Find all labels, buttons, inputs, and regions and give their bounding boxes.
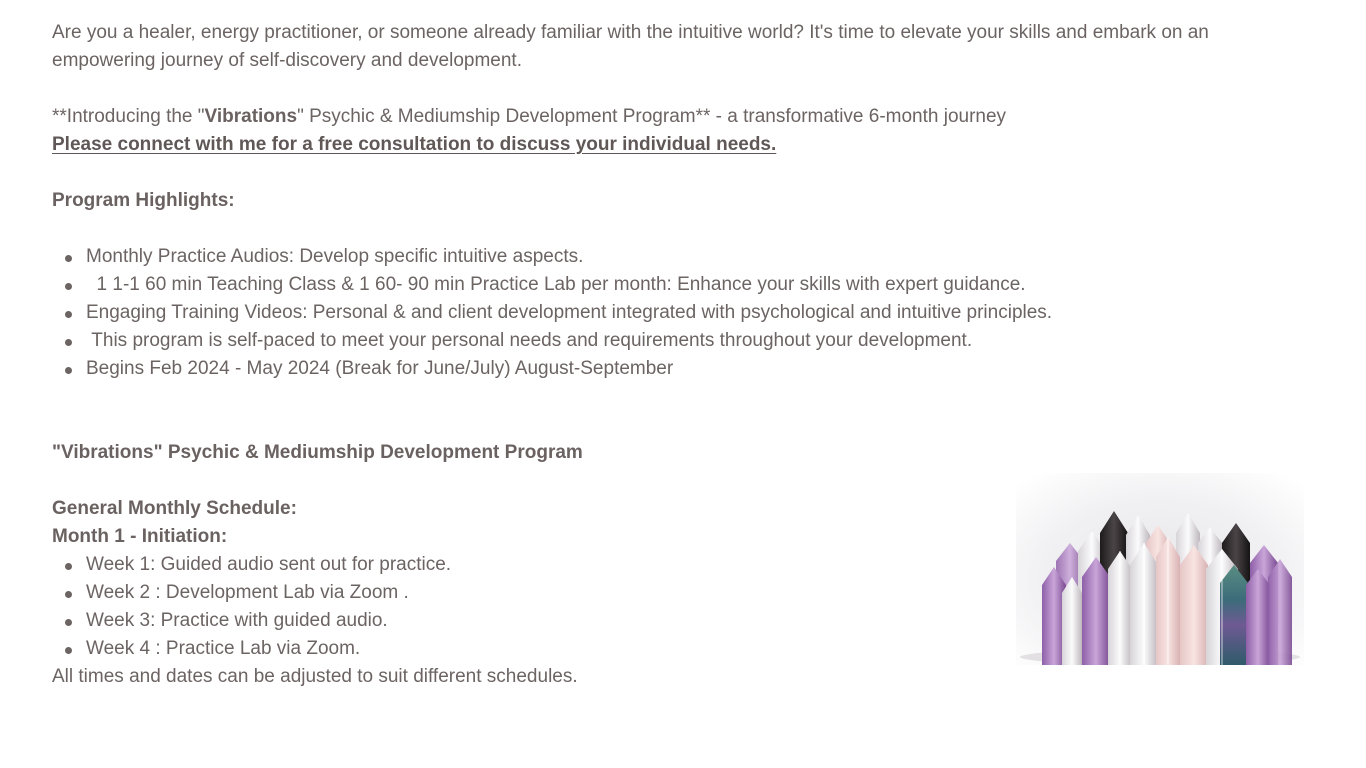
highlights-list (52, 243, 1252, 383)
intro-paragraph: Are you a healer, energy practitioner, or someone already familiar with the intuitive world? It's time to elevate your skills and embark on an empowering journey of self-discovery and development. (52, 22, 1209, 71)
list-item: Week 1: Guided audio sent out for practice. (86, 551, 1252, 579)
list-item: This program is self-paced to meet your personal needs and requirements throughout your development. (86, 327, 1252, 355)
schedule-note: All times and dates can be adjusted to suit different schedules. (52, 666, 578, 687)
list-item: Week 4 : Practice Lab via Zoom. (86, 635, 1252, 663)
list-item: Week 3: Practice with guided audio. (86, 607, 1252, 635)
list-item: Begins Feb 2024 - May 2024 (Break for June/July) August-September (86, 355, 1252, 383)
introducing-suffix: " Psychic & Mediumship Development Program** - a transformative 6-month journey (297, 106, 1007, 127)
free-consultation-link[interactable]: Please connect with me for a free consultation to discuss your individual needs. (52, 134, 777, 155)
list-item: Engaging Training Videos: Personal & and client development integrated with psychological and intuitive principles. (86, 299, 1252, 327)
list-item: Week 2 : Development Lab via Zoom . (86, 579, 1252, 607)
list-item: Monthly Practice Audios: Develop specific intuitive aspects. (86, 243, 1252, 271)
introducing-line (52, 103, 1252, 131)
schedule-heading: General Monthly Schedule: (52, 498, 297, 519)
list-item: 1 1-1 60 min Teaching Class & 1 60- 90 min Practice Lab per month: Enhance your skills with expert guidance. (86, 271, 1252, 299)
program-title: "Vibrations" Psychic & Mediumship Development Program (52, 442, 583, 463)
program-name-bold: Vibrations (204, 106, 298, 127)
crystal-points-image (1016, 473, 1304, 665)
introducing-prefix: **Introducing the " (52, 106, 205, 127)
month-heading: Month 1 - Initiation: (52, 526, 228, 547)
highlights-heading: Program Highlights: (52, 190, 235, 211)
